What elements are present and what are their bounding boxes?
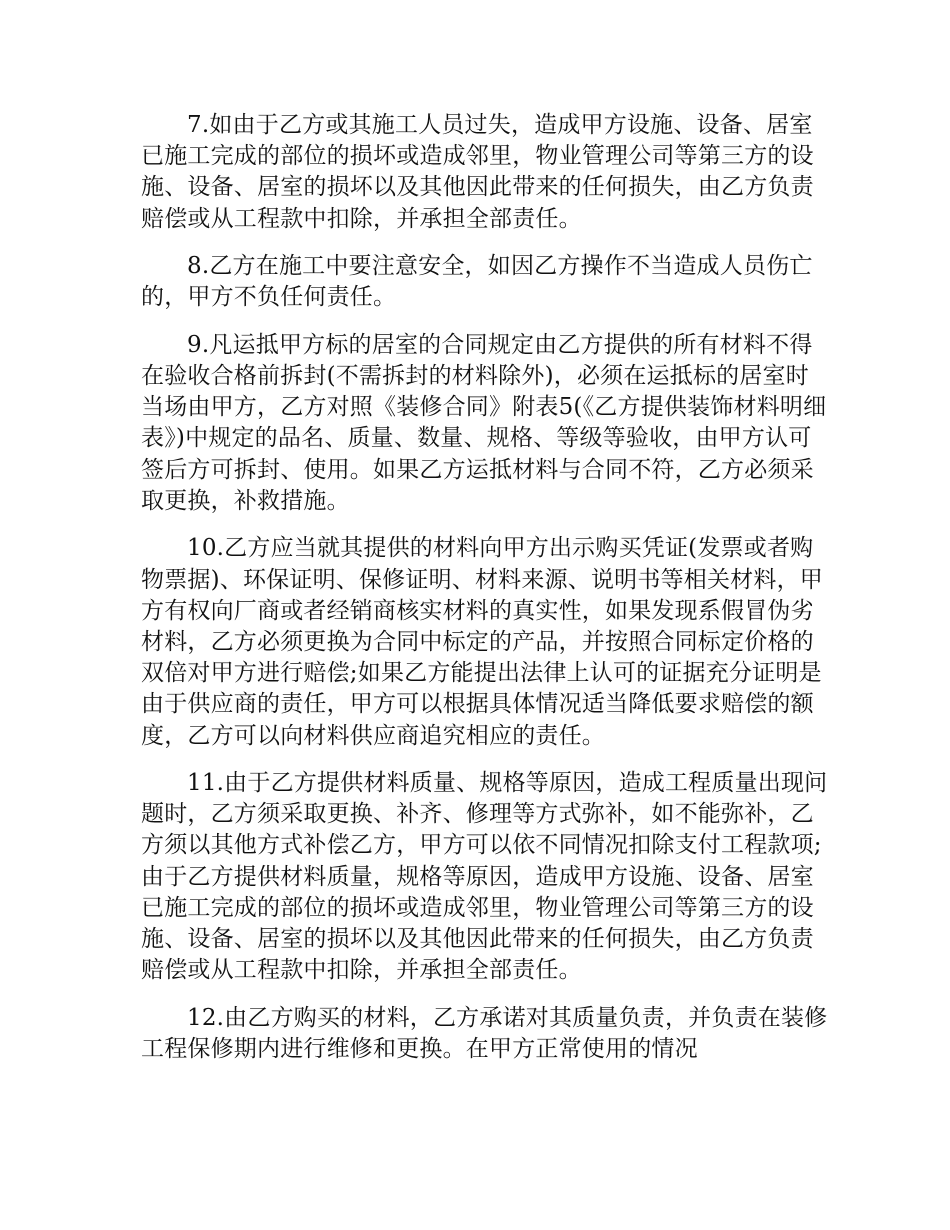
clause-10-paragraph: 10.乙方应当就其提供的材料向甲方出示购买凭证(发票或者购物票据)、环保证明、保修证明、材料来源、说明书等相关材料，甲方有权向厂商或者经销商核实材料的真实性，如果发现系假冒伪劣材料，乙方必须更换为合同中标定的产品，并按照合同标定价格的双倍对甲方进行赔偿;如果乙方能提出法律上认可的证据充分证明是由于供应商的责任，甲方可以根据具体情况适当降低要求赔偿的额度，乙方可以向材料供应商追究相应的责任。 bbox=[141, 535, 823, 749]
clause-12-paragraph: 12.由乙方购买的材料，乙方承诺对其质量负责，并负责在装修工程保修期内进行维修和更换。在甲方正常使用的情况 bbox=[141, 1004, 828, 1062]
clause-11-paragraph: 11.由于乙方提供材料质量、规格等原因，造成工程质量出现问题时，乙方须采取更换、补齐、修理等方式弥补，如不能弥补，乙方须以其他方式补偿乙方，甲方可以依不同情况扣除支付工程款项;由于乙方提供材料质量，规格等原因，造成甲方设施、设备、居室已施工完成的部位的损坏或造成邻里，物业管理公司等第三方的设施、设备、居室的损坏以及其他因此带来的任何损失，由乙方负责赔偿或从工程款中扣除，并承担全部责任。 bbox=[141, 770, 828, 984]
document-page bbox=[141, 110, 831, 1081]
clause-8-paragraph: 8.乙方在施工中要注意安全，如因乙方操作不当造成人员伤亡的，甲方不负任何责任。 bbox=[141, 253, 813, 311]
clause-9-paragraph: 9.凡运抵甲方标的居室的合同规定由乙方提供的所有材料不得在验收合格前拆封(不需拆封的材料除外)，必须在运抵标的居室时当场由甲方，乙方对照《装修合同》附表5(《乙方提供装饰材料明细表》)中规定的品名、质量、数量、规格、等级等验收，由甲方认可签后方可拆封、使用。如果乙方运抵材料与合同不符，乙方必须采取更换，补救措施。 bbox=[141, 331, 827, 514]
clause-7-paragraph: 7.如由于乙方或其施工人员过失，造成甲方设施、设备、居室已施工完成的部位的损坏或造成邻里，物业管理公司等第三方的设施、设备、居室的损坏以及其他因此带来的任何损失，由乙方负责赔偿或从工程款中扣除，并承担全部责任。 bbox=[141, 112, 814, 232]
